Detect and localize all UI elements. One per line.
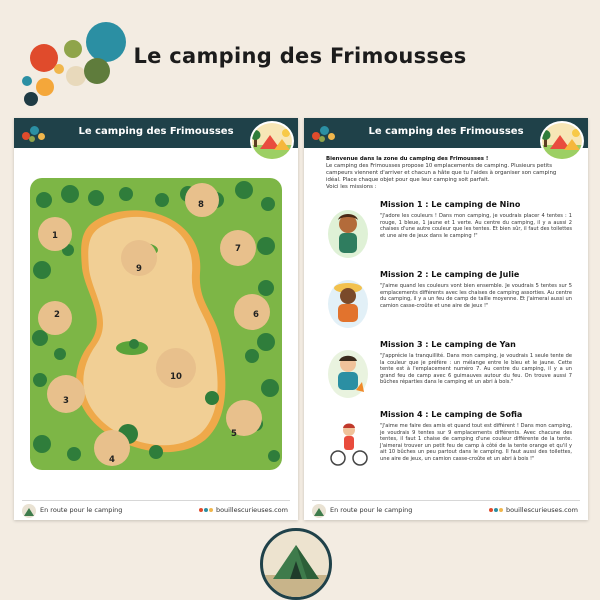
mission-4 <box>326 410 576 480</box>
sheet-footer <box>14 500 298 520</box>
spot-number-8: 8 <box>198 200 204 210</box>
tent-icon <box>312 504 326 518</box>
decor-dot <box>24 92 38 106</box>
spot-number-1: 1 <box>52 231 58 241</box>
spot-number-6: 6 <box>253 310 259 320</box>
mission-text: "J'aime me faire des amis et quand tout est différent ! Dans mon camping, je voudrais 9 tentes sur 9 emplacements différents. Avec chacune des tentes, il faut 1 chaise de camping d'une couleur différente de la tente. J'aimerai trouver un petit feu de camp à côté de la tente orange et qu'il y ait 10 bûches un peu partout dans le camping. Il faut aussi des toilettes, une aire de jeux, un camion casse-croûte et un abri à bois !" <box>380 423 572 462</box>
mission-text: "J'adore les couleurs ! Dans mon camping, je voudrais placer 4 tentes : 1 rouge, 1 bleue, 1 jaune et 1 verte. Au centre du camping, il y a aussi 2 chaises d'une autre couleur que les tentes. Et bien sûr, il faut des toilettes et une aire de jeux dans le camping !" <box>380 213 572 239</box>
mission-title: Mission 3 : Le camping de Yan <box>380 340 516 349</box>
footer-site-text: bouillescurieuses.com <box>505 506 578 514</box>
mission-1 <box>326 200 576 270</box>
page-title: Le camping des Frimousses <box>133 44 467 68</box>
camping-map <box>30 178 282 470</box>
spot-number-9: 9 <box>136 264 142 274</box>
spot-number-7: 7 <box>235 244 241 254</box>
mission-title: Mission 1 : Le camping de Nino <box>380 200 521 209</box>
intro-body: Le camping des Frimousses propose 10 emplacements de camping. Plusieurs petits campeurs viennent d'arriver et chacun a hâte que tu l'aides à organiser son camping idéal. Place chaque objet pour que leur camping soit parfait. <box>326 163 557 183</box>
decor-dot <box>36 78 54 96</box>
decor-dot <box>66 66 86 86</box>
camp-scene-image <box>540 121 584 161</box>
child-avatar <box>326 346 370 398</box>
spot-number-4: 4 <box>109 455 115 465</box>
tent-icon <box>22 504 36 518</box>
mission-3 <box>326 340 576 410</box>
sheet-footer <box>304 500 588 520</box>
footer-text: En route pour le camping <box>330 506 413 514</box>
decor-dot <box>22 76 32 86</box>
camp-scene-image <box>250 121 294 161</box>
spot-number-5: 5 <box>231 429 237 439</box>
child-avatar <box>326 416 370 468</box>
spot-number-3: 3 <box>63 396 69 406</box>
mission-text: "J'aime quand les couleurs vont bien ensemble. Je voudrais 5 tentes sur 5 emplacements différents avec les chaises de camping assorties. Au centre du camping, il y a un feu de camp de taille moyenne. Et j'aimerai aussi un camion casse-croûte et une aire de jeux !" <box>380 283 572 309</box>
footer-site <box>199 506 288 514</box>
intro-text <box>326 156 570 191</box>
mission-title: Mission 2 : Le camping de Julie <box>380 270 520 279</box>
intro-bold: Bienvenue dans la zone du camping des Frimousses ! <box>326 156 489 162</box>
missions-sheet <box>304 118 588 520</box>
sheet-title: Le camping des Frimousses <box>368 126 524 137</box>
intro-end: Voici les missions : <box>326 184 377 190</box>
footer-text: En route pour le camping <box>40 506 123 514</box>
map-sheet <box>14 118 298 520</box>
sheet-header <box>14 118 298 148</box>
child-avatar <box>326 206 370 258</box>
mission-title: Mission 4 : Le camping de Sofia <box>380 410 523 419</box>
footer-site-text: bouillescurieuses.com <box>215 506 288 514</box>
tent-icon <box>260 528 332 600</box>
sheet-title: Le camping des Frimousses <box>78 126 234 137</box>
spot-number-10: 10 <box>170 372 182 382</box>
spot-number-2: 2 <box>54 310 60 320</box>
footer-site <box>489 506 578 514</box>
sheet-header <box>304 118 588 148</box>
mission-text: "J'apprécie la tranquillité. Dans mon camping, je voudrais 1 seule tente de la couleur que je préfère : un mélange entre le bleu et le jaune. Cette tente est à l'emplacement numéro 7. Au centre du camping, il y a un grand feu de camp avec 6 guimauves autour du feu. On trouve aussi 7 bûches réparties dans le camping et un abri à bois." <box>380 353 572 386</box>
child-avatar <box>326 276 370 328</box>
mission-2 <box>326 270 576 340</box>
